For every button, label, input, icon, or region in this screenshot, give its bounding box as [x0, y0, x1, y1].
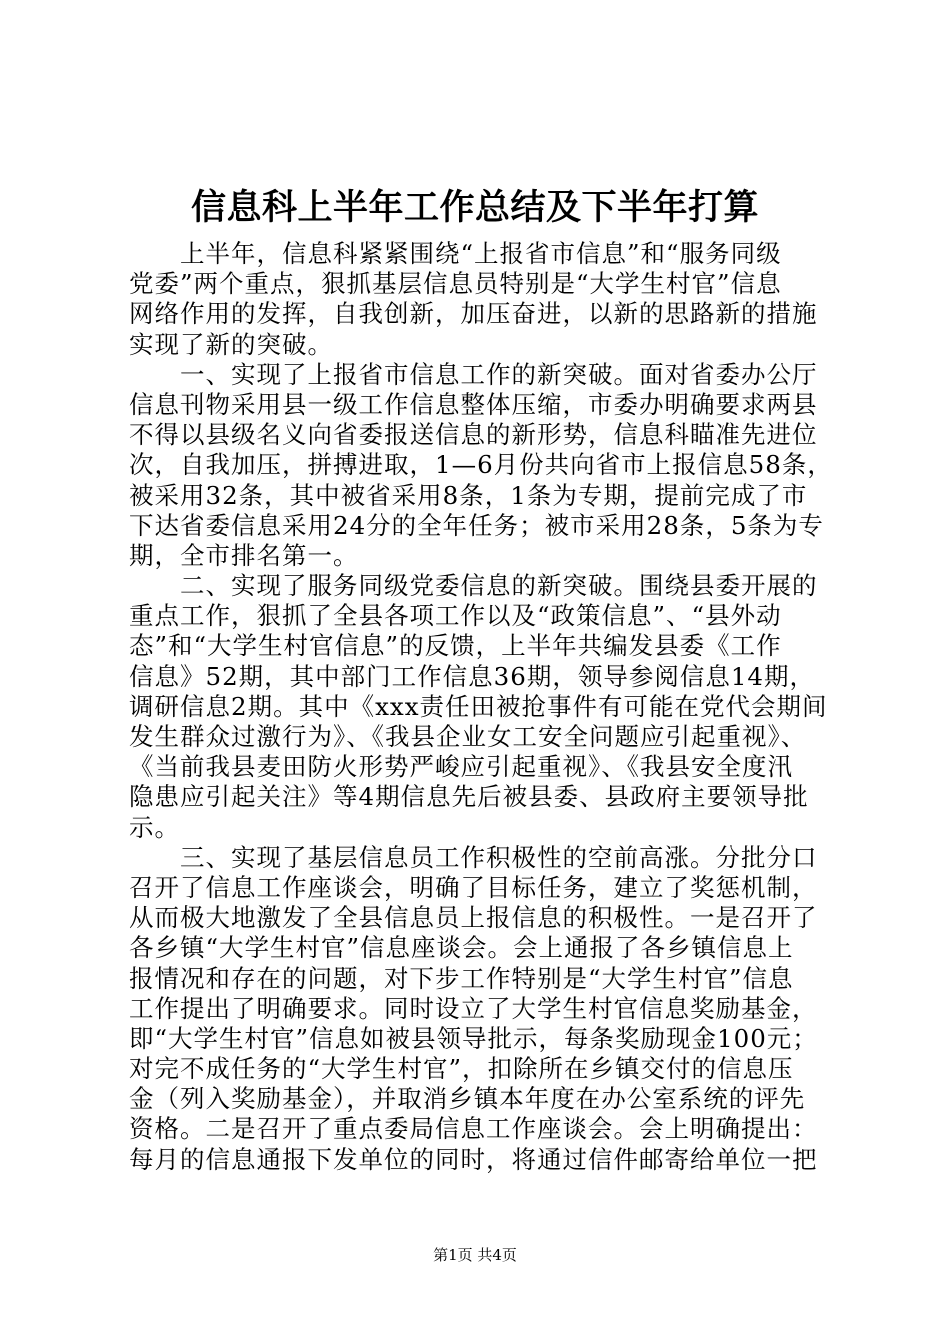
body-line: 被采用32条，其中被省采用8条，1条为专期，提前完成了市 — [129, 480, 808, 510]
document-body — [129, 239, 833, 1175]
body-line: 每月的信息通报下发单位的同时，将通过信件邮寄给单位一把 — [129, 1144, 818, 1174]
body-line: 《当前我县麦田防火形势严峻应引起重视》、《我县安全度汛 — [129, 752, 793, 782]
body-line: 一、实现了上报省市信息工作的新突破。面对省委办公厅 — [129, 359, 818, 389]
body-line: 从而极大地激发了全县信息员上报信息的积极性。一是召开了 — [129, 903, 818, 933]
body-line: 报情况和存在的问题，对下步工作特别是“大学生村官”信息 — [129, 963, 794, 993]
body-line: 示。 — [129, 812, 180, 842]
body-line: 期，全市排名第一。 — [129, 540, 359, 570]
page-footer: 第1页 共4页 — [433, 1246, 517, 1264]
body-line: 隐患应引起关注》等4期信息先后被县委、县政府主要领导批 — [129, 782, 809, 812]
body-line: 三、实现了基层信息员工作积极性的空前高涨。分批分口 — [129, 842, 818, 872]
body-line: 下达省委信息采用24分的全年任务；被市采用28条，5条为专 — [129, 510, 824, 540]
body-line: 发生群众过激行为》、《我县企业女工安全问题应引起重视》、 — [129, 722, 807, 751]
body-line: 调研信息2期。其中《xxx责任田被抢事件有可能在党代会期间 — [129, 691, 828, 721]
body-line: 工作提出了明确要求。同时设立了大学生村官信息奖励基金， — [129, 993, 818, 1023]
body-line: 金（列入奖励基金），并取消乡镇本年度在办公室系统的评先 — [129, 1084, 806, 1114]
body-line: 不得以县级名义向省委报送信息的新形势，信息科瞄准先进位 — [129, 420, 818, 450]
body-line: 网络作用的发挥，自我创新，加压奋进，以新的思路新的措施 — [129, 299, 818, 329]
body-line: 态”和“大学生村官信息”的反馈，上半年共编发县委《工作 — [129, 631, 782, 661]
body-line: 信息刊物采用县一级工作信息整体压缩，市委办明确要求两县 — [129, 389, 818, 419]
body-line: 重点工作，狠抓了全县各项工作以及“政策信息”、“县外动 — [129, 601, 782, 631]
body-line: 党委”两个重点，狠抓基层信息员特别是“大学生村官”信息 — [129, 269, 782, 299]
body-line: 即“大学生村官”信息如被县领导批示，每条奖励现金100元； — [129, 1023, 818, 1053]
body-line: 各乡镇“大学生村官”信息座谈会。会上通报了各乡镇信息上 — [129, 933, 794, 963]
body-line: 对完不成任务的“大学生村官”，扣除所在乡镇交付的信息压 — [129, 1054, 794, 1084]
body-line: 二、实现了服务同级党委信息的新突破。围绕县委开展的 — [129, 571, 818, 601]
document-title: 信息科上半年工作总结及下半年打算 — [190, 187, 759, 228]
body-line: 信息》52期，其中部门工作信息36期，领导参阅信息14期， — [129, 661, 816, 691]
body-line: 召开了信息工作座谈会，明确了目标任务，建立了奖惩机制， — [129, 872, 818, 902]
body-line: 上半年，信息科紧紧围绕“上报省市信息”和“服务同级 — [129, 239, 782, 268]
body-line: 资格。二是召开了重点委局信息工作座谈会。会上明确提出： — [129, 1114, 818, 1144]
body-line: 次，自我加压，拼搏进取，1—6月份共向省市上报信息58条， — [129, 450, 833, 480]
body-line: 实现了新的突破。 — [129, 329, 333, 359]
